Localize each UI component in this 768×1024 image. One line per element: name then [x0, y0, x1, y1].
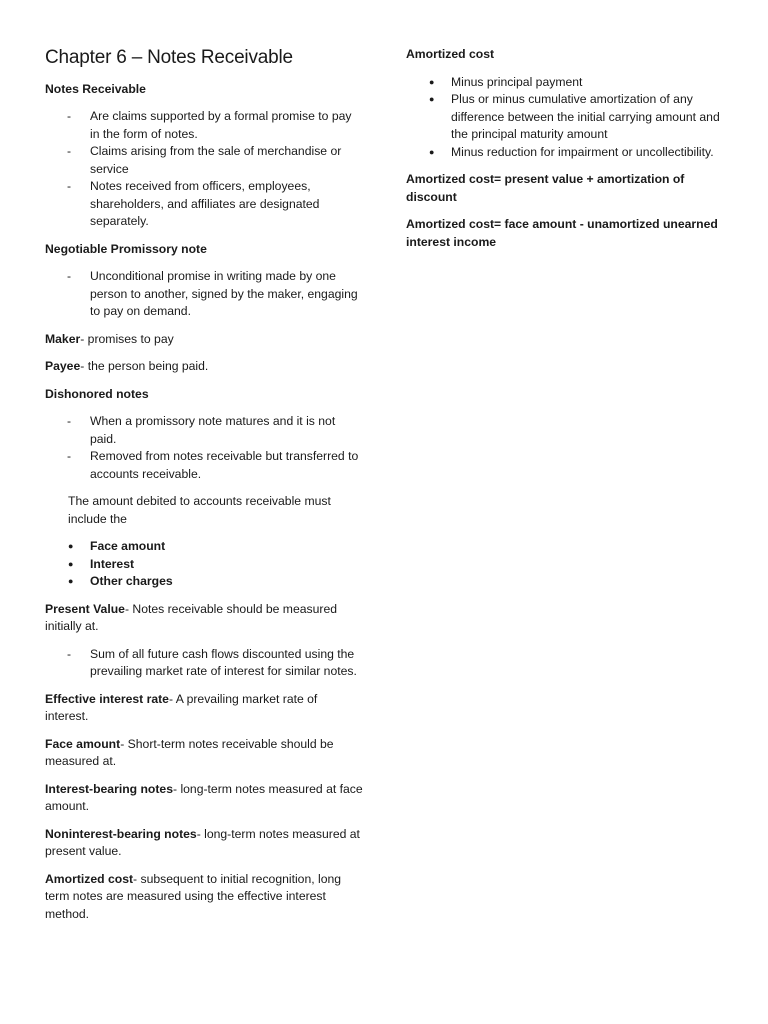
dishonored-notes-list — [45, 413, 363, 483]
list-item: ● Minus principal payment — [406, 74, 724, 92]
effective-rate-text: - A prevailing market rate of interest. — [45, 691, 318, 724]
list-item: ● Plus or minus cumulative amortization of any difference between the initial carrying amount and the principal maturity amount — [406, 91, 724, 144]
list-item — [45, 538, 363, 556]
notes-receivable-heading: Notes Receivable — [45, 81, 146, 96]
list-item: - Unconditional promise in writing made by one person to another, signed by the maker, engaging to pay on demand. — [45, 268, 363, 321]
amortized-cost-term: Amortized cost — [45, 871, 134, 886]
interest-bearing-term: Interest-bearing notes — [45, 781, 173, 796]
charge-label: Other charges — [90, 574, 173, 589]
noninterest-bearing-term: Noninterest-bearing notes — [45, 826, 197, 841]
interest-bearing-definition — [45, 781, 363, 816]
page-title: Chapter 6 – Notes Receivable — [45, 47, 293, 68]
present-value-text: - Notes receivable should be measured initially at. — [45, 601, 337, 634]
right-column — [406, 46, 724, 261]
list-item: ● Minus reduction for impairment or uncollectibility. — [406, 144, 724, 162]
noninterest-bearing-definition — [45, 826, 363, 861]
effective-rate-term: Effective interest rate — [45, 691, 169, 706]
face-amount-text: - Short-term notes receivable should be measured at. — [45, 736, 334, 769]
amortized-cost-formula-2: Amortized cost= face amount - unamortized unearned interest income — [406, 217, 718, 249]
left-column — [45, 47, 363, 933]
face-amount-definition — [45, 736, 363, 771]
amortized-cost-heading: Amortized cost — [406, 47, 495, 61]
present-value-list — [45, 646, 363, 681]
notes-receivable-list — [45, 108, 363, 231]
payee-definition — [45, 358, 363, 376]
promissory-note-list — [45, 268, 363, 321]
list-item — [45, 556, 363, 574]
amortized-cost-definition — [45, 871, 363, 924]
maker-text: - promises to pay — [80, 331, 174, 346]
dishonored-notes-heading: Dishonored notes — [45, 386, 149, 401]
present-value-term: Present Value — [45, 601, 125, 616]
noninterest-bearing-text: - long-term notes measured at present value. — [45, 826, 360, 859]
amortized-cost-text: - subsequent to initial recognition, long term notes are measured using the effective interest method. — [45, 871, 342, 921]
present-value-definition — [45, 601, 363, 636]
maker-term: Maker — [45, 331, 81, 346]
promissory-note-heading: Negotiable Promissory note — [45, 241, 207, 256]
face-amount-term: Face amount — [45, 736, 121, 751]
list-item: - When a promissory note matures and it is not paid. — [45, 413, 363, 448]
effective-rate-definition — [45, 691, 363, 726]
amortized-cost-formula-1: Amortized cost= present value + amortization of discount — [406, 172, 685, 204]
list-item: - Claims arising from the sale of merchandise or service — [45, 143, 363, 178]
dishonored-amount-note: The amount debited to accounts receivable must include the — [68, 494, 331, 526]
amortized-cost-list — [406, 74, 724, 162]
dishonored-charges-list — [45, 538, 363, 591]
list-item — [45, 573, 363, 591]
list-item: - Removed from notes receivable but transferred to accounts receivable. — [45, 448, 363, 483]
list-item: - Sum of all future cash flows discounted using the prevailing market rate of interest for similar notes. — [45, 646, 363, 681]
list-item: - Are claims supported by a formal promise to pay in the form of notes. — [45, 108, 363, 143]
interest-bearing-text: - long-term notes measured at face amount. — [45, 781, 363, 814]
maker-definition — [45, 331, 363, 349]
charge-label: Interest — [90, 556, 135, 571]
list-item: - Notes received from officers, employees, shareholders, and affiliates are designated separately. — [45, 178, 363, 231]
payee-text: - the person being paid. — [80, 359, 209, 374]
payee-term: Payee — [45, 359, 81, 374]
charge-label: Face amount — [90, 539, 166, 554]
